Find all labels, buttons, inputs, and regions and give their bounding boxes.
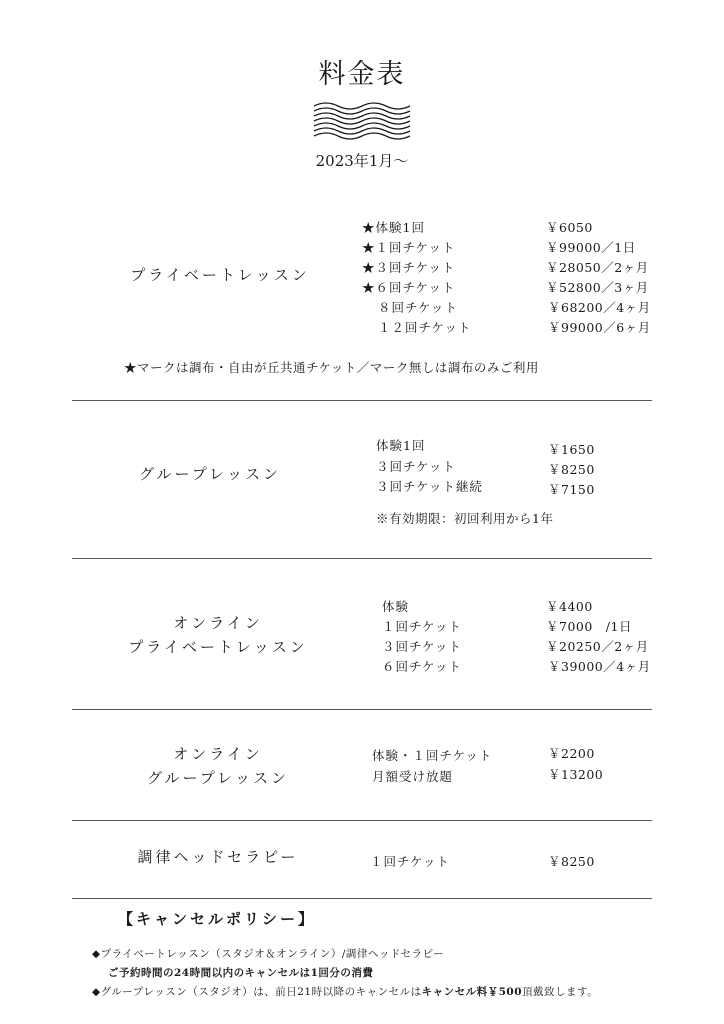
cancel-fee: キャンセル料￥500 (421, 986, 522, 998)
section-title-online-group (108, 742, 328, 790)
section-title-group: グループレッスン (138, 465, 282, 483)
private-item-price: ￥28050／2ヶ月 (546, 260, 649, 275)
online-private-item-label: ３回チケット (382, 639, 462, 654)
online-private-item-price: ￥39000／4ヶ月 (548, 659, 651, 674)
section-title-line: オンライン (173, 745, 263, 763)
online-private-item-label: １回チケット (382, 619, 462, 634)
cancel-policy-emphasis: ご予約時間の24時間以内のキャンセルは1回分の消費 (108, 967, 374, 979)
private-item-price: ￥52800／3ヶ月 (546, 280, 649, 295)
cancel-policy-text: 頂戴致します。 (522, 986, 599, 998)
online-private-item-label: 体験 (382, 599, 410, 614)
cancel-policy-line: ◆プライベートレッスン（スタジオ＆オンライン）/調律ヘッドセラピー (92, 948, 445, 960)
group-item-label: ３回チケット (376, 459, 456, 474)
group-item-price: ￥1650 (548, 442, 595, 457)
online-group-item-price: ￥2200 (548, 746, 595, 761)
section-title-private: プライベートレッスン (130, 266, 310, 284)
private-item-price: ￥6050 (546, 220, 593, 235)
group-item-price: ￥8250 (548, 462, 595, 477)
private-item-label: ★６回チケット (362, 280, 456, 295)
section-divider (72, 898, 652, 899)
private-item-label: ８回チケット (378, 300, 458, 315)
section-title-line: グループレッスン (146, 769, 290, 787)
effective-date: 2023年1月〜 (315, 152, 409, 170)
section-divider (72, 709, 652, 710)
page-title: 料金表 (318, 59, 406, 90)
private-item-label: ★体験1回 (362, 220, 425, 235)
private-item-price: ￥99000／6ヶ月 (548, 320, 651, 335)
group-item-label: 体験1回 (376, 438, 426, 453)
online-group-item-label: 月額受け放題 (372, 769, 454, 784)
section-divider (72, 820, 652, 821)
section-title-line: プライベートレッスン (128, 638, 308, 656)
private-item-label: ★１回チケット (362, 240, 456, 255)
cancel-policy-line (108, 965, 373, 980)
section-title-head-therapy: 調律ヘッドセラピー (137, 848, 299, 866)
private-note: ★マークは調布・自由が丘共通チケット／マーク無しは調布のみご利用 (124, 360, 539, 375)
private-item-label: ★３回チケット (362, 260, 456, 275)
section-title-online-private (108, 611, 328, 659)
private-item-price: ￥68200／4ヶ月 (548, 300, 651, 315)
online-group-item-price: ￥13200 (548, 767, 604, 782)
cancel-policy-text: ◆グループレッスン（スタジオ）は、前日21時以降のキャンセルは (92, 986, 422, 998)
private-item-label: １２回チケット (378, 320, 472, 335)
section-divider (72, 558, 652, 559)
wave-ornament-icon (312, 100, 412, 142)
head-therapy-item-label: １回チケット (370, 854, 450, 869)
online-private-item-price: ￥20250／2ヶ月 (546, 639, 649, 654)
online-group-item-label: 体験・１回チケット (372, 748, 493, 763)
section-title-line: オンライン (173, 614, 263, 632)
group-note: ※有効期限：初回利用から1年 (376, 511, 554, 526)
cancel-policy-title: 【キャンセルポリシー】 (118, 910, 317, 928)
head-therapy-item-price: ￥8250 (548, 854, 595, 869)
cancel-policy-line (92, 984, 598, 999)
online-private-item-price: ￥4400 (546, 599, 593, 614)
online-private-item-label: ６回チケット (382, 659, 462, 674)
private-item-price: ￥99000／1日 (546, 240, 636, 255)
group-item-label: ３回チケット継続 (376, 479, 483, 494)
section-divider (72, 400, 652, 401)
online-private-item-price: ￥7000 /1日 (546, 619, 632, 634)
group-item-price: ￥7150 (548, 482, 595, 497)
